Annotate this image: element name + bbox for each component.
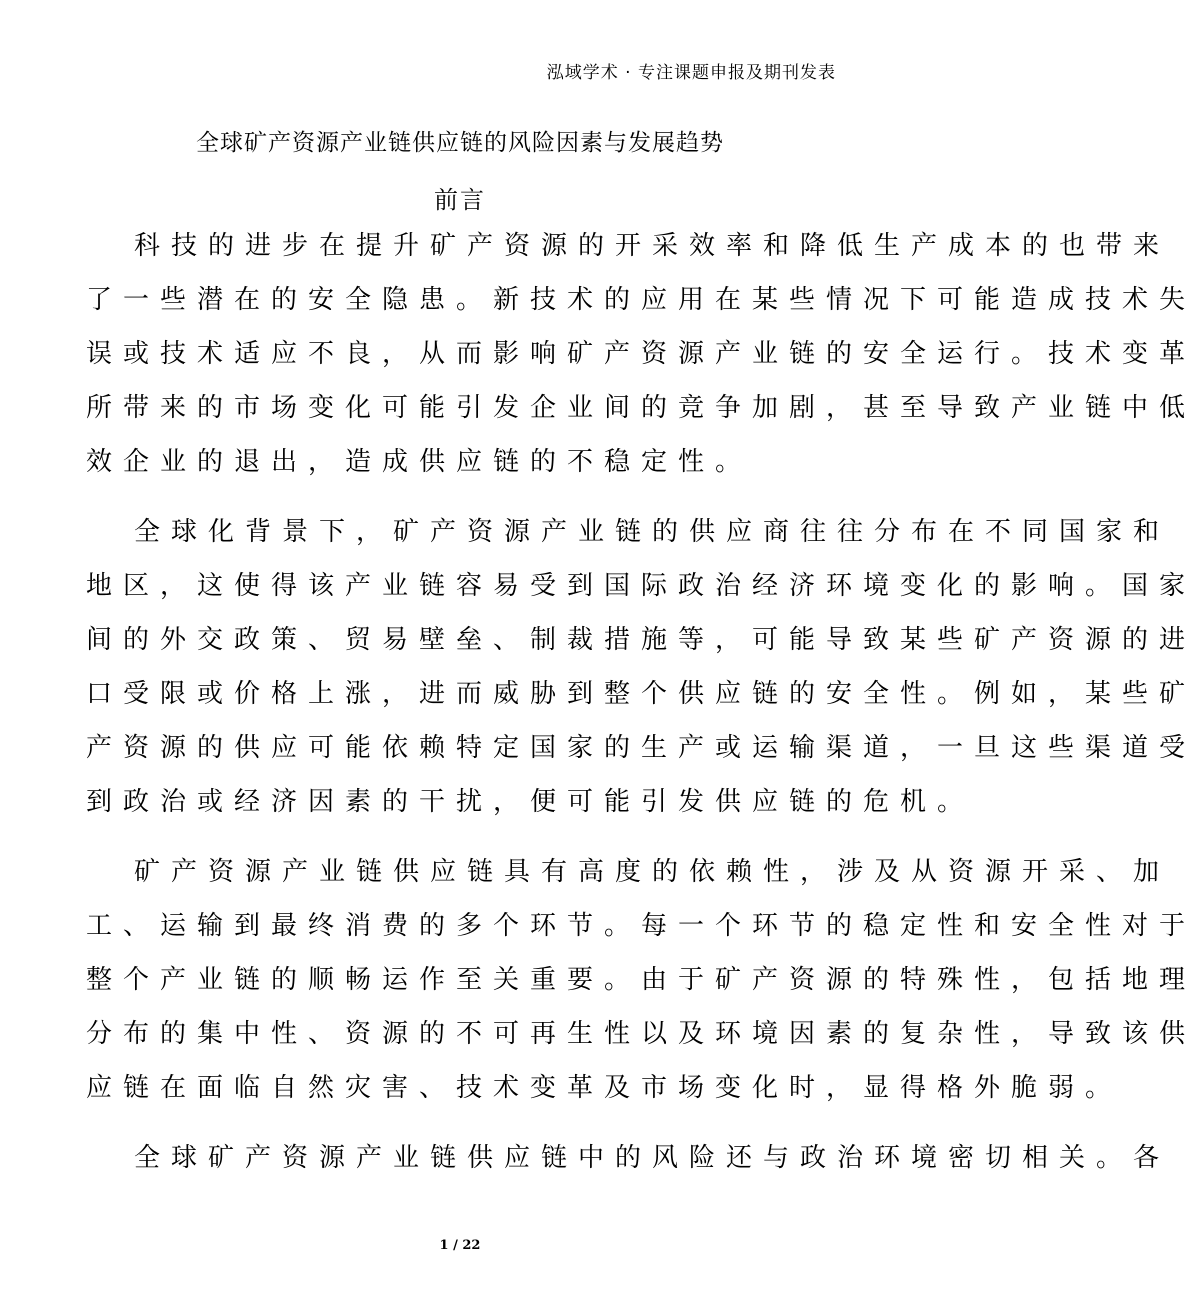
paragraph-line: 应链在面临自然灾害、技术变革及市场变化时，显得格外脆弱。 — [86, 1073, 1123, 1103]
paragraph-line: 全球化背景下，矿产资源产业链的供应商往往分布在不同国家和 — [134, 517, 1171, 547]
paragraph-line: 全球矿产资源产业链供应链中的风险还与政治环境密切相关。各 — [134, 1143, 1171, 1173]
paragraph-line: 所带来的市场变化可能引发企业间的竞争加剧，甚至导致产业链中低 — [86, 393, 1196, 423]
paragraph-line: 科技的进步在提升矿产资源的开采效率和降低生产成本的也带来 — [134, 231, 1171, 261]
paragraph-line: 矿产资源产业链供应链具有高度的依赖性，涉及从资源开采、加 — [134, 857, 1171, 887]
section-heading: 前言 — [434, 186, 486, 214]
paragraph-line: 误或技术适应不良，从而影响矿产资源产业链的安全运行。技术变革 — [86, 339, 1196, 369]
paragraph-line: 工、运输到最终消费的多个环节。每一个环节的稳定性和安全性对于 — [86, 911, 1196, 941]
paragraph-line: 到政治或经济因素的干扰，便可能引发供应链的危机。 — [86, 787, 975, 817]
paragraph-line: 分布的集中性、资源的不可再生性以及环境因素的复杂性，导致该供 — [86, 1019, 1196, 1049]
paragraph-line: 了一些潜在的安全隐患。新技术的应用在某些情况下可能造成技术失 — [86, 285, 1196, 315]
paragraph-line: 口受限或价格上涨，进而威胁到整个供应链的安全性。例如，某些矿 — [86, 679, 1196, 709]
page-header: 泓域学术 · 专注课题申报及期刊发表 — [546, 63, 836, 83]
document-title: 全球矿产资源产业链供应链的风险因素与发展趋势 — [196, 130, 724, 156]
paragraph-line: 效企业的退出，造成供应链的不稳定性。 — [86, 447, 753, 477]
paragraph-line: 间的外交政策、贸易壁垒、制裁措施等，可能导致某些矿产资源的进 — [86, 625, 1196, 655]
paragraph — [86, 854, 1196, 1124]
page-number: 1 / 22 — [439, 1238, 481, 1253]
paragraph — [86, 228, 1196, 498]
paragraph — [86, 514, 1196, 838]
paragraph — [86, 1140, 1171, 1194]
paragraph-line: 地区，这使得该产业链容易受到国际政治经济环境变化的影响。国家 — [86, 571, 1196, 601]
paragraph-line: 产资源的供应可能依赖特定国家的生产或运输渠道，一旦这些渠道受 — [86, 733, 1196, 763]
document-body — [86, 228, 1196, 1210]
paragraph-line: 整个产业链的顺畅运作至关重要。由于矿产资源的特殊性，包括地理 — [86, 965, 1196, 995]
